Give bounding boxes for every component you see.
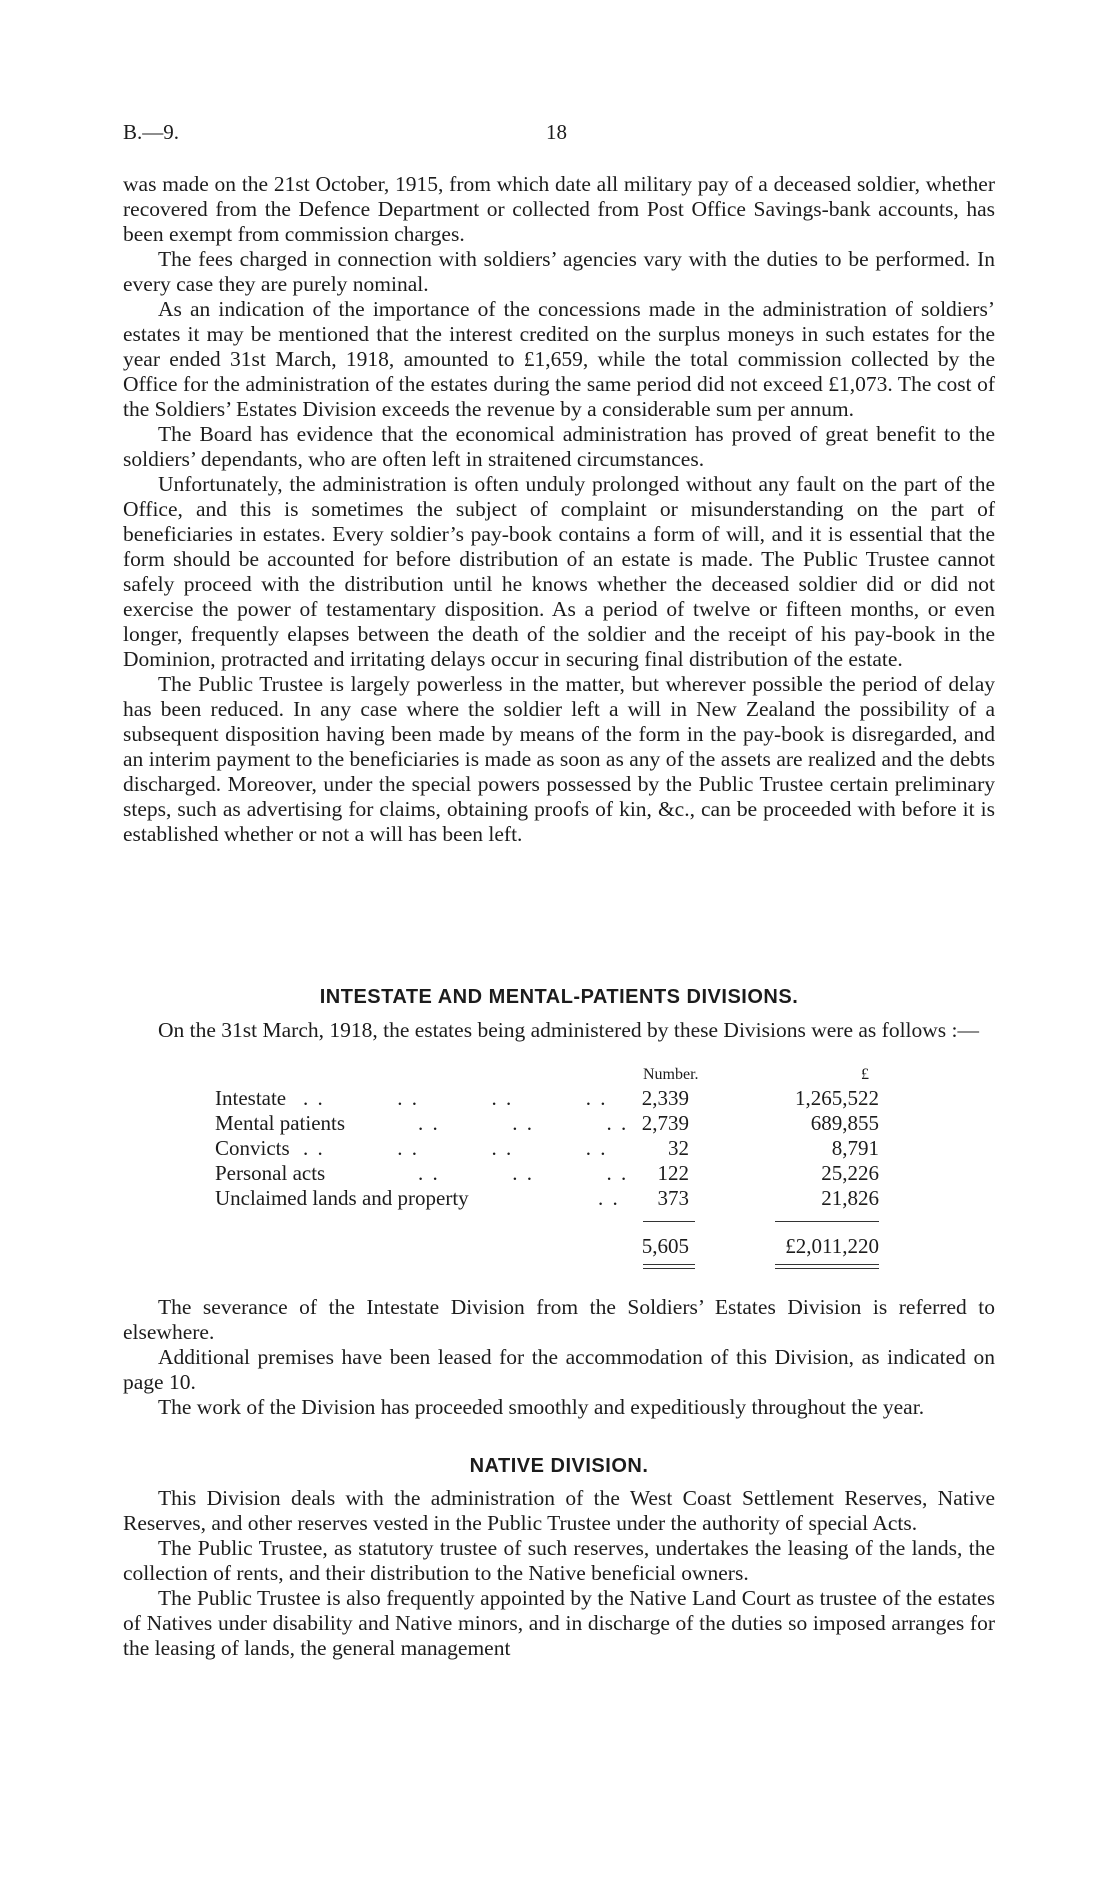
row-label: Convicts — [215, 1136, 290, 1160]
paragraph: On the 31st March, 1918, the estates being administered by these Divisions were as follows :— — [158, 1018, 980, 1042]
row-label: Mental patients — [215, 1111, 346, 1135]
row-number: 373 — [657, 1186, 689, 1210]
row-amount: 1,265,522 — [795, 1086, 879, 1110]
leader-dots: . . . . . . . . — [303, 1086, 608, 1110]
row-amount: 689,855 — [810, 1111, 879, 1135]
table-row — [123, 1111, 995, 1136]
paragraph: The severance of the Intestate Division from the Soldiers’ Estates Division is referred to elsewhere. — [123, 1295, 995, 1344]
paragraph: The Public Trustee is also frequently appointed by the Native Land Court as trustee of the estates of Natives under disability and Native minors, and in discharge of the duties so imposed arranges for the leasing of lands, the general management — [123, 1586, 995, 1660]
paragraph: The fees charged in connection with soldiers’ agencies vary with the duties to be performed. In every case they are purely nominal. — [123, 247, 995, 296]
native-division-text — [123, 1486, 995, 1661]
paragraph: Additional premises have been leased for the accommodation of this Division, as indicated on page 10. — [123, 1345, 995, 1394]
paragraph: This Division deals with the administration of the West Coast Settlement Reserves, Native Reserves, and other reserves vested in the Public Trustee under the authority of special Acts. — [123, 1486, 995, 1535]
table-row — [123, 1086, 995, 1111]
table-row — [123, 1161, 995, 1186]
paragraph: The work of the Division has proceeded smoothly and expeditiously throughout the year. — [158, 1395, 925, 1419]
leader-dots: . . . . . . — [418, 1161, 629, 1185]
intestate-text — [123, 1295, 995, 1420]
total-number: 5,605 — [641, 1234, 689, 1258]
row-amount: 21,826 — [821, 1186, 879, 1210]
leader-dots: . . — [598, 1186, 620, 1210]
table-row — [123, 1186, 995, 1211]
row-number: 2,339 — [641, 1086, 689, 1110]
intestate-heading: INTESTATE AND MENTAL-PATIENTS DIVISIONS. — [319, 986, 799, 1008]
subtotal-rule — [643, 1221, 695, 1222]
paragraph: The Public Trustee is largely powerless in the matter, but wherever possible the period of delay has been reduced. In any case where the soldier left a will in New Zealand the possibility of a subsequent disposition having been made by means of the form in the pay-book is disregarded, and an interim payment to the beneficiaries is made as soon as any of the assets are realized and the debts discharged. Moreover, under the special powers possessed by the Public Trustee certain preliminary steps, such as advertising for claims, obtaining proofs of kin, &c., can be proceeded with before it is established whether or not a will has been left. — [123, 672, 995, 846]
total-double-rule — [643, 1264, 695, 1269]
leader-dots: . . . . . . . . — [303, 1136, 608, 1160]
total-double-rule — [775, 1264, 879, 1269]
table-total-row — [123, 1234, 995, 1259]
row-label: Personal acts — [215, 1161, 326, 1185]
row-label: Unclaimed lands and property — [215, 1186, 469, 1210]
leader-dots: . . . . . . — [418, 1111, 629, 1135]
soldiers-estates-text — [123, 172, 995, 847]
page-header — [123, 120, 995, 150]
total-amount: £2,011,220 — [785, 1234, 879, 1258]
row-number: 32 — [668, 1136, 689, 1160]
row-number: 2,739 — [641, 1111, 689, 1135]
paragraph: As an indication of the importance of the concessions made in the administration of soldiers’ estates it may be mentioned that the interest credited on the surplus moneys in such estates for the year ended 31st March, 1918, amounted to £1,659, while the total commission collected by the Office for the administration of the estates during the same period did not exceed £1,073. The cost of the Soldiers’ Estates Division exceeds the revenue by a considerable sum per annum. — [123, 297, 995, 421]
paragraph: was made on the 21st October, 1915, from which date all military pay of a deceased soldier, whether recovered from the Defence Department or collected from Post Office Savings-bank accounts, has been exempt from commission charges. — [123, 172, 995, 246]
table-row — [123, 1136, 995, 1161]
paragraph: The Board has evidence that the economical administration has proved of great benefit to the soldiers’ dependants, who are often left in straitened circumstances. — [123, 422, 995, 471]
column-header-amount: £ — [861, 1066, 869, 1083]
row-amount: 25,226 — [821, 1161, 879, 1185]
row-number: 122 — [657, 1161, 689, 1185]
intestate-intro — [123, 1018, 995, 1043]
paragraph: Unfortunately, the administration is often unduly prolonged without any fault on the part of the Office, and this is sometimes the subject of complaint or misunderstanding on the part of beneficiaries in estates. Every soldier’s pay-book contains a form of will, and it is essential that the form should be accounted for before distribution of an estate is made. The Public Trustee cannot safely proceed with the distribution until he knows whether the deceased soldier did or did not exercise the power of testamentary disposition. As a period of twelve or fifteen months, or even longer, frequently elapses between the death of the soldier and the receipt of his pay-book in the Dominion, protracted and irritating delays occur in securing final distribution of the estate. — [123, 472, 995, 671]
paragraph: The Public Trustee, as statutory trustee of such reserves, undertakes the leasing of the lands, the collection of rents, and their distribution to the Native beneficial owners. — [123, 1536, 995, 1585]
document-reference: B.—9. — [123, 120, 180, 144]
subtotal-rule — [775, 1221, 879, 1222]
row-label: Intestate — [215, 1086, 287, 1110]
column-header-number: Number. — [643, 1066, 699, 1083]
native-division-heading: NATIVE DIVISION. — [469, 1455, 649, 1477]
page-number: 18 — [546, 120, 567, 144]
row-amount: 8,791 — [831, 1136, 879, 1160]
